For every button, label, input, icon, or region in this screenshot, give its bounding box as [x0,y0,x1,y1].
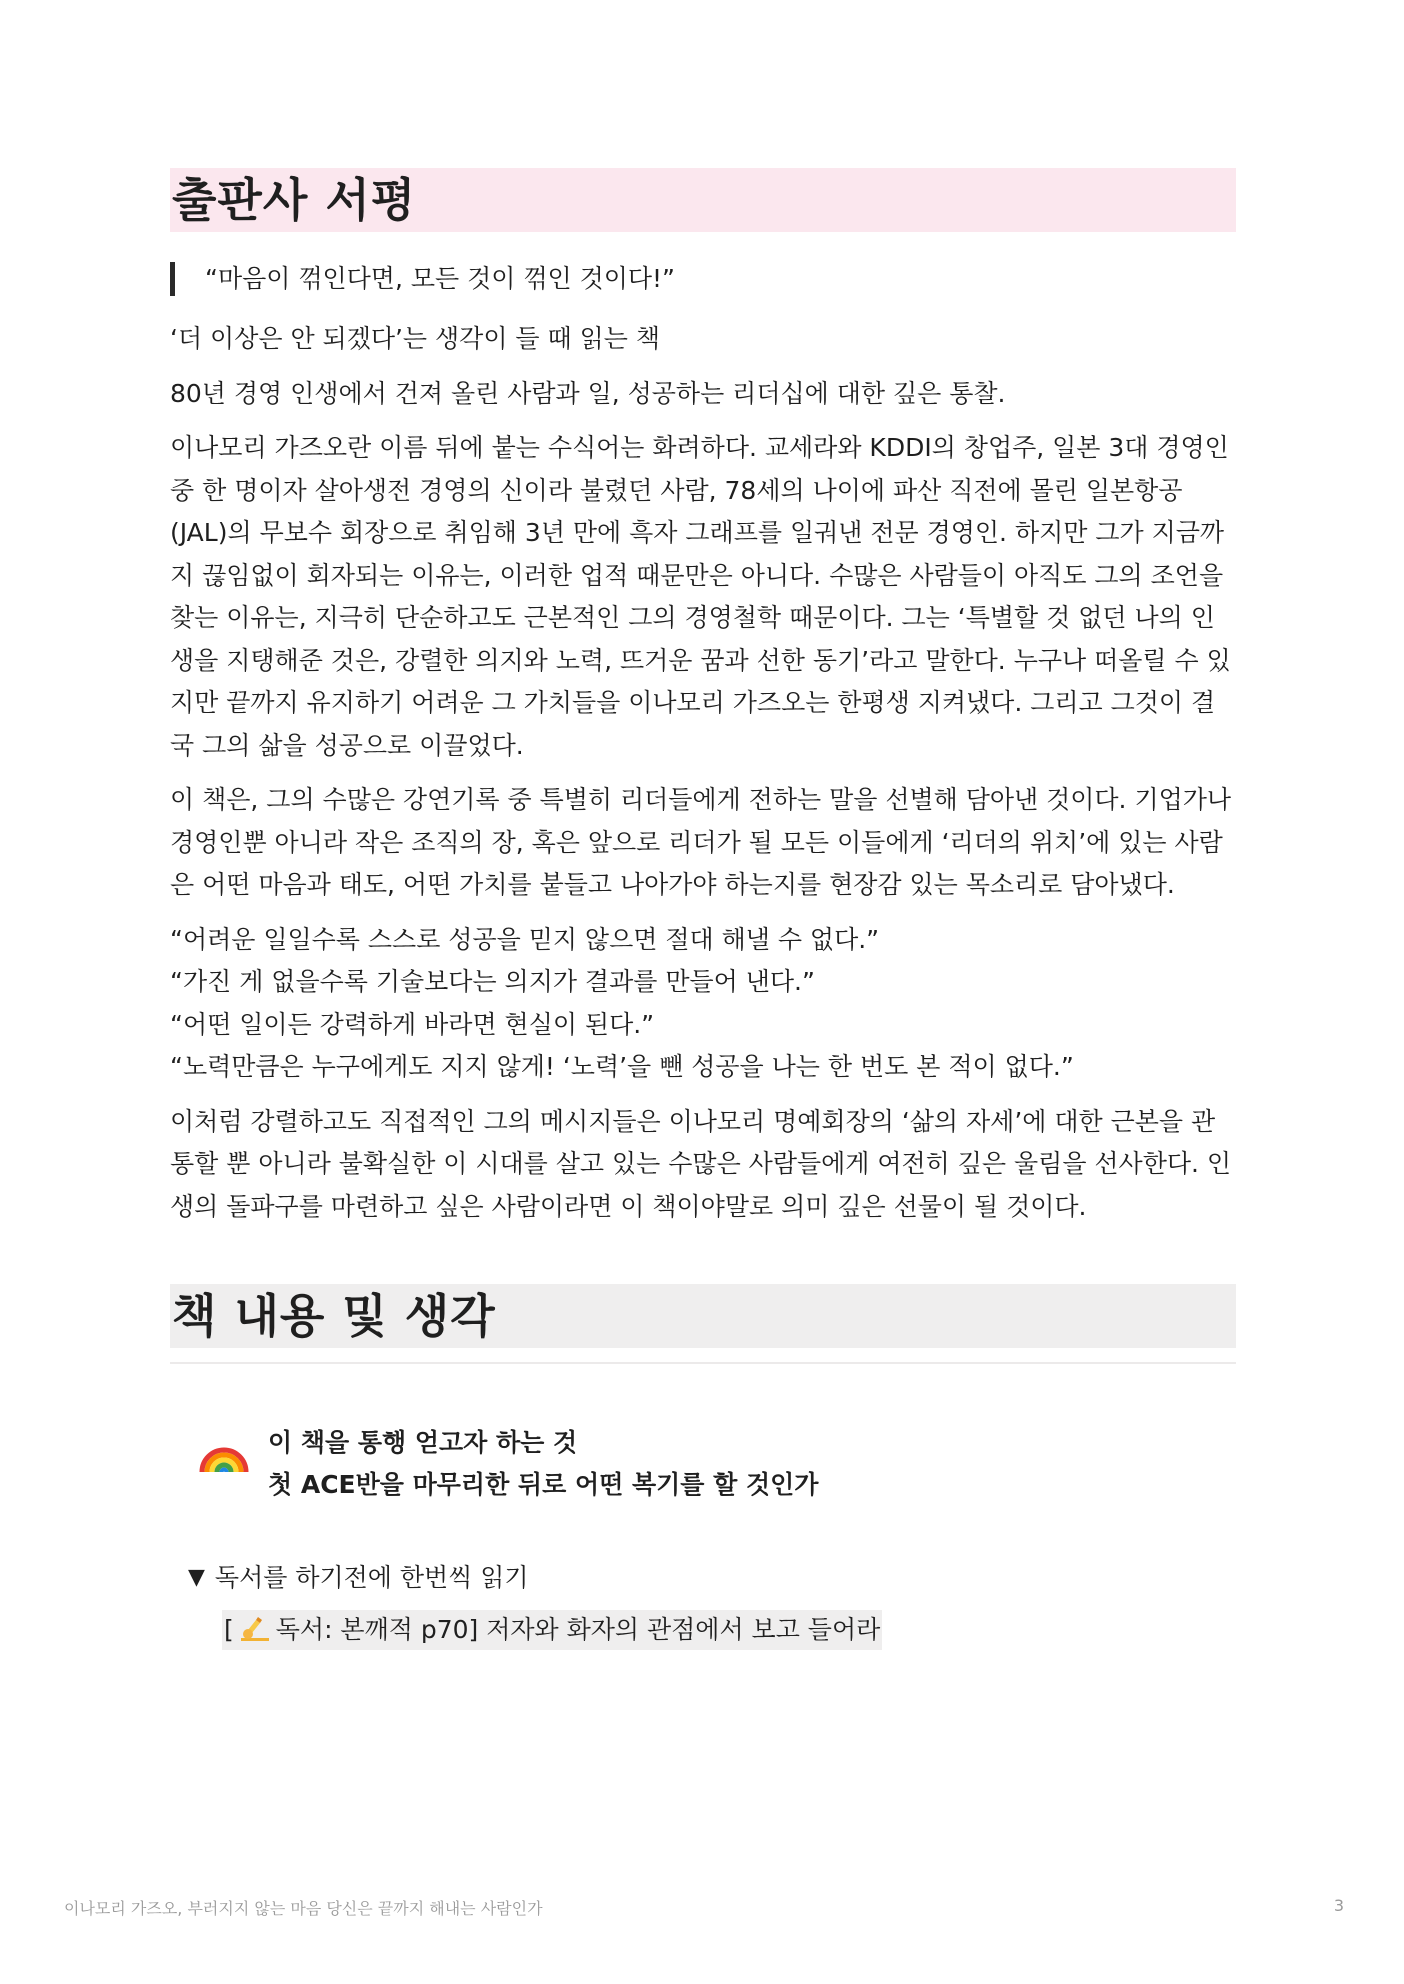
quote-line: “노력만큼은 누구에게도 지지 않게! ‘노력’을 뺀 성공을 나는 한 번도 본 적이 없다.” [170,1052,1074,1081]
footer-title: 이나모리 가즈오, 부러지지 않는 마음 당신은 끝까지 해내는 사람인가 [64,1899,543,1918]
quote-line: “어떤 일이든 강력하게 바라면 현실이 된다.” [170,1009,655,1039]
note-text: 독서: 본깨적 p70] 저자와 화자의 관점에서 보고 들어라 [275,1615,881,1644]
callout-line: 이 책을 통행 얻고자 하는 것 [268,1428,578,1457]
toggle-arrow-icon[interactable]: ▼ [188,1565,205,1590]
section-title-book-content: 책 내용 및 생각 [170,1284,1236,1348]
bracket-text: [ [224,1615,234,1644]
paragraph: 80년 경영 인생에서 건져 올린 사람과 일, 성공하는 리더십에 대한 깊은 통찰. [170,378,1006,408]
page-content [170,168,1236,1650]
toggle-block[interactable] [188,1558,1236,1598]
callout-line: 첫 ACE반을 마무리한 뒤로 어떤 복기를 할 것인가 [268,1470,819,1499]
toggle-label: 독서를 하기전에 한번씩 읽기 [214,1563,529,1592]
quote-line: “어려운 일일수록 스스로 성공을 믿지 않으면 절대 해낼 수 없다.” [170,924,880,954]
quotes-list [170,919,1236,1089]
highlighted-note [222,1610,882,1650]
callout [198,1422,1236,1506]
writing-hand-icon [238,1614,272,1644]
toggle-child [222,1610,1236,1650]
blockquote: “마음이 꺾인다면, 모든 것이 꺾인 것이다!” [170,262,1236,296]
callout-text [268,1422,818,1506]
quote-line: “가진 게 없을수록 기술보다는 의지가 결과를 만들어 낸다.” [170,967,815,996]
rainbow-icon [198,1428,250,1480]
paragraph: 이나모리 가즈오란 이름 뒤에 붙는 수식어는 화려하다. 교세라와 KDDI의 창업주, 일본 3대 경영인 중 한 명이자 살아생전 경영의 신이라 불렸던 사람, 78세의 나이에 파산 직전에 몰린 일본항공(JAL)의 무보수 회장으로 취임해 3년 만에 흑자 그래프를 일궈낸 전문 경영인. 하지만 그가 지금까지 끊임없이 회자되는 이유는, 이러한 업적 때문만은 아니다. 수많은 사람들이 아직도 그의 조언을 찾는 이유는, 지극히 단순하고도 근본적인 그의 경영철학 때문이다. 그는 ‘특별할 것 없던 나의 인생을 지탱해준 것은, 강렬한 의지와 노력, 뜨거운 꿈과 선한 동기’라고 말한다. 누구나 떠올릴 수 있지만 끝까지 유지하기 어려운 그 가치들을 이나모리 가즈오는 한평생 지켜냈다. 그리고 그것이 결국 그의 삶을 성공으로 이끌었다. [170,433,1231,760]
paragraph: 이 책은, 그의 수많은 강연기록 중 특별히 리더들에게 전하는 말을 선별해 담아낸 것이다. 기업가나 경영인뿐 아니라 작은 조직의 장, 혹은 앞으로 리더가 될 모든 이들에게 ‘리더의 위치’에 있는 사람은 어떤 마음과 태도, 어떤 가치를 붙들고 나아가야 하는지를 현장감 있는 목소리로 담아냈다. [170,785,1232,899]
section-title-publisher-review: 출판사 서평 [170,168,1236,232]
page-number: 3 [1333,1896,1344,1915]
divider [170,1362,1236,1364]
paragraph: ‘더 이상은 안 되겠다’는 생각이 들 때 읽는 책 [170,324,661,353]
paragraph-closing: 이처럼 강렬하고도 직접적인 그의 메시지들은 이나모리 명예회장의 ‘삶의 자세’에 대한 근본을 관통할 뿐 아니라 불확실한 이 시대를 살고 있는 수많은 사람들에게 여전히 깊은 울림을 선사한다. 인생의 돌파구를 마련하고 싶은 사람이라면 이 책이야말로 의미 깊은 선물이 될 것이다. [170,1106,1232,1221]
